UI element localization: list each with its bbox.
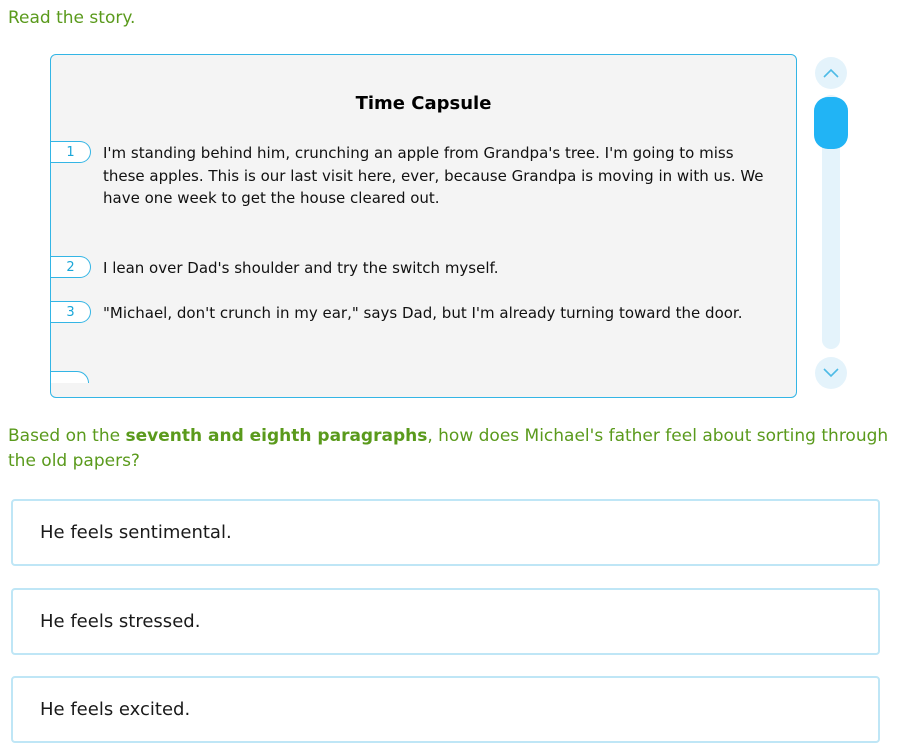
- paragraph-text: I'm standing behind him, crunching an apple from Grandpa's tree. I'm going to miss these apples. This is our last visit here, ever, because Grandpa is moving in with us. We have one week to get the house cleared out.: [103, 144, 764, 207]
- scroll-track[interactable]: [822, 95, 840, 349]
- question-suffix: , how does Michael's father feel about sorting through the old papers?: [8, 426, 889, 471]
- paragraph-text: "Michael, don't crunch in my ear," says Dad, but I'm already turning toward the door.: [103, 304, 743, 322]
- paragraph-number-badge: 2: [51, 256, 91, 278]
- question-text: [8, 424, 908, 474]
- question-prefix: Based on the: [8, 426, 126, 446]
- question-emphasis: seventh and eighth paragraphs: [125, 426, 428, 446]
- story-scrollbar[interactable]: [813, 55, 849, 397]
- answer-option-1[interactable]: [11, 499, 880, 566]
- chevron-up-icon: [823, 68, 839, 78]
- story-title: Time Capsule: [355, 93, 492, 114]
- answer-option-label: He feels stressed.: [40, 611, 201, 632]
- paragraph-number-badge: 3: [51, 301, 91, 323]
- chevron-down-icon: [823, 368, 839, 378]
- instruction-text: Read the story.: [8, 8, 136, 28]
- answer-option-label: He feels excited.: [40, 699, 191, 720]
- scroll-up-button[interactable]: [815, 57, 847, 89]
- paragraph-number-badge: 1: [51, 141, 91, 163]
- paragraph-text: I lean over Dad's shoulder and try the switch myself.: [103, 259, 499, 277]
- paragraph-number-badge-partial: [51, 371, 89, 383]
- answer-option-3[interactable]: [11, 676, 880, 743]
- scroll-down-button[interactable]: [815, 357, 847, 389]
- story-passage[interactable]: [50, 54, 797, 398]
- answer-option-label: He feels sentimental.: [40, 522, 232, 543]
- answer-option-2[interactable]: [11, 588, 880, 655]
- scroll-thumb[interactable]: [814, 97, 848, 149]
